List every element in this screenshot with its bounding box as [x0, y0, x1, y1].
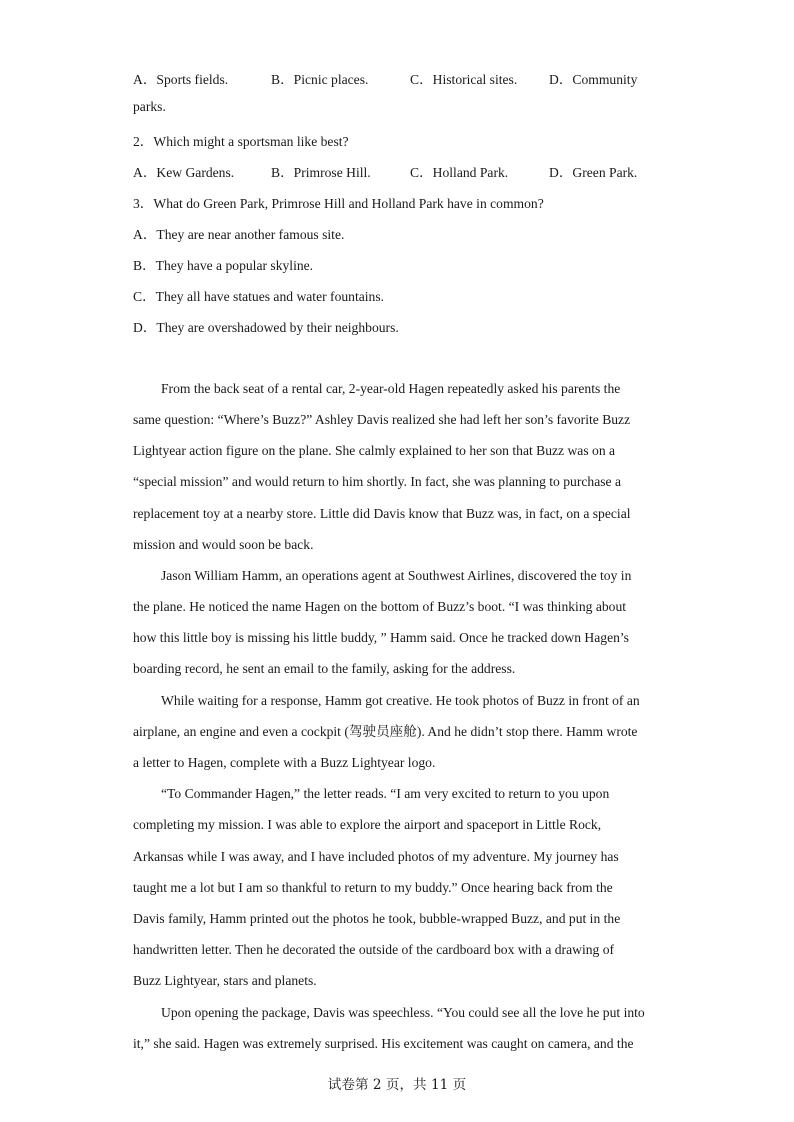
passage-p3-line: airplane, an engine and even a cockpit (驾驶员座舱). And he didn’t stop there. Hamm wrote — [133, 724, 638, 739]
passage-p4-line: Davis family, Hamm printed out the photos he took, bubble-wrapped Buzz, and put in the — [133, 911, 621, 926]
q2-option-a: A．Kew Gardens. — [133, 165, 235, 180]
q3-stem: 3．What do Green Park, Primrose Hill and Holland Park have in common? — [133, 196, 544, 211]
passage-p3-line: a letter to Hagen, complete with a Buzz Lightyear logo. — [133, 755, 436, 770]
passage-p2-line: the plane. He noticed the name Hagen on the bottom of Buzz’s boot. “I was thinking about — [133, 599, 627, 614]
passage-p1-line: replacement toy at a nearby store. Little did Davis know that Buzz was, in fact, on a special — [133, 506, 631, 521]
page-footer: 试卷第 2 页，共 11 页 — [327, 1077, 467, 1093]
q2-option-c: C．Holland Park. — [410, 165, 509, 180]
q3-option-a: A．They are near another famous site. — [133, 227, 345, 242]
passage-p5-line: Upon opening the package, Davis was speechless. “You could see all the love he put into — [161, 1005, 645, 1020]
q3-option-d: D．They are overshadowed by their neighbours. — [133, 320, 399, 335]
passage-p4-line: Buzz Lightyear, stars and planets. — [133, 973, 317, 988]
passage-p1-line: mission and would soon be back. — [133, 537, 314, 552]
passage-p1-line: Lightyear action figure on the plane. She calmly explained to her son that Buzz was on a — [133, 443, 616, 458]
passage-p4-line: Arkansas while I was away, and I have included photos of my adventure. My journey has — [133, 849, 619, 864]
passage-p4-line: “To Commander Hagen,” the letter reads. “I am very excited to return to you upon — [161, 786, 610, 801]
q2-option-d: D．Green Park. — [549, 165, 638, 180]
q1-option-d-continued: parks. — [133, 99, 166, 114]
passage-p3-line: While waiting for a response, Hamm got creative. He took photos of Buzz in front of an — [161, 693, 640, 708]
q2-stem: 2．Which might a sportsman like best? — [133, 134, 349, 149]
passage-p1-line: From the back seat of a rental car, 2-year-old Hagen repeatedly asked his parents the — [161, 381, 621, 396]
q1-option-c: C．Historical sites. — [410, 72, 518, 87]
passage-p4-line: completing my mission. I was able to explore the airport and spaceport in Little Rock, — [133, 817, 602, 832]
passage-p4-line: handwritten letter. Then he decorated the outside of the cardboard box with a drawing of — [133, 942, 615, 957]
q3-option-c: C．They all have statues and water fountains. — [133, 289, 385, 304]
passage-p2-line: boarding record, he sent an email to the family, asking for the address. — [133, 661, 516, 676]
q1-option-d: D．Community — [549, 72, 638, 87]
passage-p5-line: it,” she said. Hagen was extremely surprised. His excitement was caught on camera, and the — [133, 1036, 634, 1051]
passage-p2-line: how this little boy is missing his little buddy, ” Hamm said. Once he tracked down Hagen’s — [133, 630, 629, 645]
passage-p2-line: Jason William Hamm, an operations agent at Southwest Airlines, discovered the toy in — [161, 568, 632, 583]
passage-p1-line: “special mission” and would return to him shortly. In fact, she was planning to purchase a — [133, 474, 621, 489]
passage-p1-line: same question: “Where’s Buzz?” Ashley Davis realized she had left her son’s favorite Buzz — [133, 412, 631, 427]
q3-option-b: B．They have a popular skyline. — [133, 258, 314, 273]
q1-option-a: A．Sports fields. — [133, 72, 229, 87]
q2-option-b: B．Primrose Hill. — [271, 165, 371, 180]
q1-option-b: B．Picnic places. — [271, 72, 369, 87]
passage-p4-line: taught me a lot but I am so thankful to return to my buddy.” Once hearing back from the — [133, 880, 613, 895]
